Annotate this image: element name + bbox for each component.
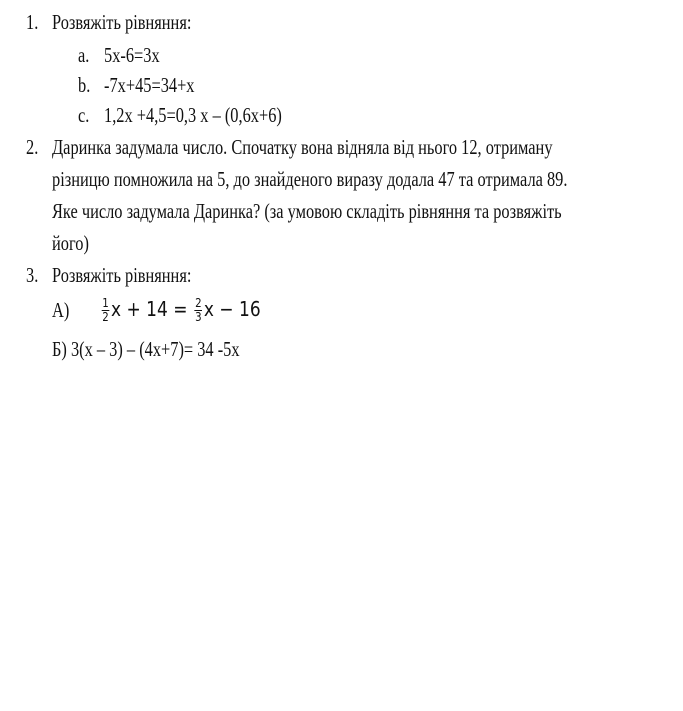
question-1b-equation: -7x+45=34+x: [104, 73, 195, 97]
question-1c-marker: c.: [78, 103, 90, 127]
question-2-line-1: Даринка задумала число. Спочатку вона відняла від нього 12, отриману: [52, 135, 553, 159]
question-1-title: Розвяжіть рівняння:: [52, 10, 192, 34]
question-2-number: 2.: [26, 135, 39, 159]
fraction-one-half: $\frac{1}{2}$: [102, 296, 109, 324]
question-1-number: 1.: [26, 10, 39, 34]
question-1b-marker: b.: [78, 73, 91, 97]
question-3a-equation: $\frac{1}{2}$ x + 14 = $\frac{2}{3}$ x − 16: [102, 296, 261, 324]
question-2-line-2: різницю помножила на 5, до знайденого виразу додала 47 та отримала 89.: [52, 167, 568, 191]
question-1a-marker: a.: [78, 43, 90, 67]
question-1a-equation: 5x-6=3x: [104, 43, 160, 67]
question-2-line-3: Яке число задумала Даринка? (за умовою складіть рівняння та розвяжіть: [52, 199, 562, 223]
question-3b-equation: Б) 3(x – 3) – (4x+7)= 34 -5x: [52, 337, 240, 361]
question-3-number: 3.: [26, 263, 39, 287]
question-3a-label: А): [52, 298, 70, 322]
question-2-line-4: його): [52, 231, 89, 255]
question-3-title: Розвяжіть рівняння:: [52, 263, 192, 287]
question-1c-equation: 1,2x +4,5=0,3 x – (0,6x+6): [104, 103, 282, 127]
fraction-two-thirds: $\frac{2}{3}$: [195, 296, 202, 324]
